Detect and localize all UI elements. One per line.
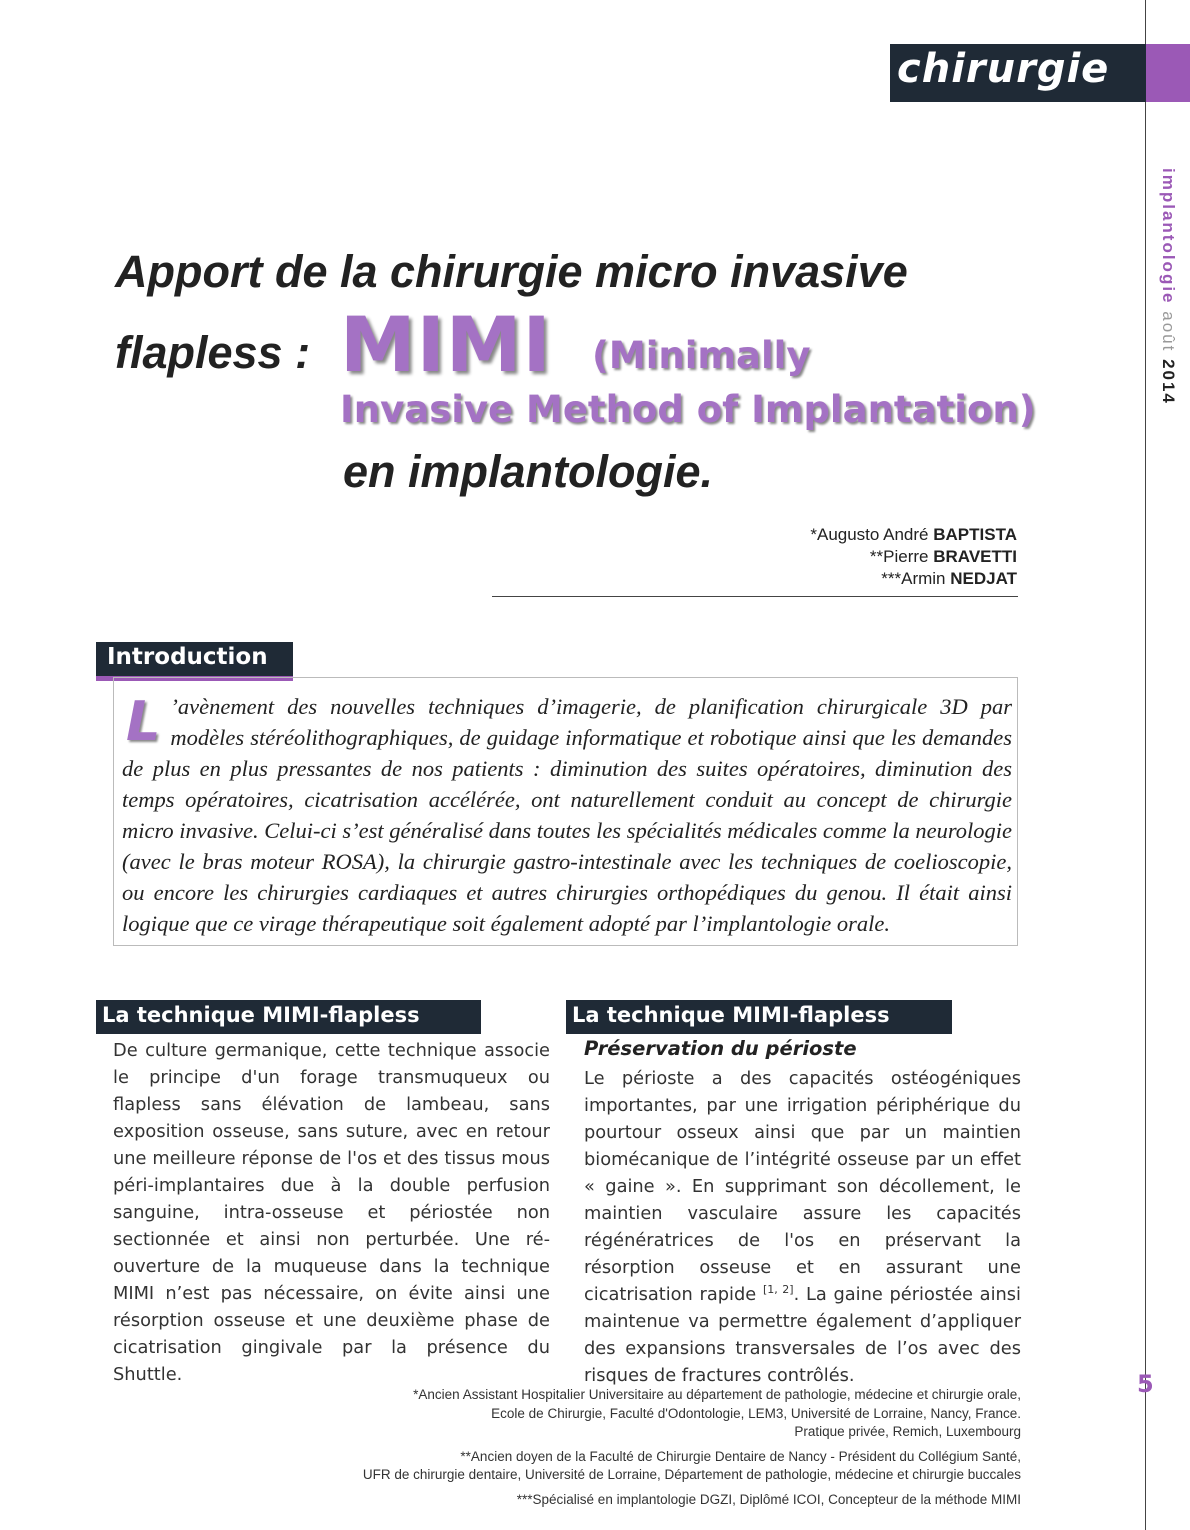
acronym-expansion-line1: (Minimally xyxy=(592,334,811,377)
footnote-line: **Ancien doyen de la Faculté de Chirurgie Dentaire de Nancy - Président du Collégium Santé, xyxy=(460,1448,1021,1464)
article-title-line4: en implantologie. xyxy=(343,446,714,497)
journal-side-banner xyxy=(1150,168,1180,405)
drop-cap: L xyxy=(126,690,161,753)
issue-year: 2014 xyxy=(1159,359,1178,405)
right-column-text: Le périoste a des capacités ostéogéniques importantes, par une irrigation périphérique du pourtour osseux ainsi que par un maintien biomécanique de l’intégrité osseuse par un effet « gaine ». En supprimant son décollement, le maintien vasculaire assure les capacités régénératrices de l'os en préservant la résorption osseuse et en assurant une cicatrisation rapide [1, 2]. La gaine périostée ainsi maintenue va permettre également d’appliquer des expansions transversales de l’os avec des risques de fractures contrôlés. xyxy=(584,1068,1021,1386)
issue-month: août xyxy=(1159,311,1178,353)
article-title-flapless: flapless : xyxy=(115,327,311,378)
footnote-line: UFR de chirurgie dentaire, Université de Lorraine, Département de pathologie, médecine et chirurgie buccales xyxy=(362,1467,1021,1482)
section-label: chirurgie xyxy=(897,46,1110,92)
article-title-acronym: MIMI xyxy=(340,300,552,389)
page-number: 5 xyxy=(1137,1370,1154,1398)
author: ***Armin NEDJAT xyxy=(881,569,1017,588)
author: **Pierre BRAVETTI xyxy=(869,547,1017,566)
author-list xyxy=(600,524,1017,590)
right-column-subheading: Préservation du périoste xyxy=(584,1037,857,1060)
footnote-line: Pratique privée, Remich, Luxembourg xyxy=(794,1424,1021,1439)
footnote-line: Ecole de Chirurgie, Faculté d'Odontologie, LEM3, Université de Lorraine, Nancy, France. xyxy=(491,1405,1021,1421)
author: *Augusto André BAPTISTA xyxy=(810,525,1017,544)
section-heading-left: La technique MIMI-flapless xyxy=(96,1000,481,1034)
section-header-accent xyxy=(1146,44,1190,102)
footnote-line: ***Spécialisé en implantologie DGZI, Diplômé ICOI, Concepteur de la méthode MIMI xyxy=(516,1491,1021,1507)
introduction-text xyxy=(122,691,1012,939)
authors-divider xyxy=(492,596,1018,597)
article-title-line1: Apport de la chirurgie micro invasive xyxy=(115,246,908,297)
footnotes xyxy=(300,1386,1021,1509)
journal-name: implantologie xyxy=(1159,168,1178,305)
left-column-text: De culture germanique, cette technique associe le principe d'un forage transmuqueux ou flapless sans élévation de lambeau, sans exposition osseuse, sans suture, avec en retour une meilleure réponse de l'os et des tissus mous péri-implantaires due à la double perfusion sanguine, intra-osseuse et périostée non sectionnée et ainsi non perturbée. Une ré-ouverture de la muqueuse dans la technique MIMI n’est pas nécessaire, on évite ainsi une résorption osseuse et une deuxième phase de cicatrisation gingivale par la présence du Shuttle. xyxy=(113,1040,550,1385)
right-margin-rule xyxy=(1145,0,1146,1530)
footnote-line: *Ancien Assistant Hospitalier Universitaire au département de pathologie, médecine et chirurgie orale, xyxy=(413,1387,1021,1402)
section-heading-right: La technique MIMI-flapless xyxy=(566,1000,952,1034)
introduction-body: ’avènement des nouvelles techniques d’imagerie, de planification chirurgicale 3D par modèles stéréolithographiques, de guidage informatique et robotique ainsi que les demandes de plus en plus pressantes de nos patients : diminution des suites opératoires, diminution des temps opératoires, cicatrisation accélérée, ont naturellement conduit au concept de chirurgie micro invasive. Celui-ci s’est généralisé dans toutes les spécialités médicales comme la neurologie (avec le bras moteur ROSA), la chirurgie gastro-intestinale avec les techniques de coelioscopie, ou encore les chirurgies cardiaques et autres chirurgies orthopédiques du genou. Il était ainsi logique que ce virage thérapeutique soit également adopté par l’implantologie orale. xyxy=(122,694,1013,936)
citation-reference: [1, 2] xyxy=(762,1283,794,1297)
introduction-heading: Introduction xyxy=(96,642,293,681)
acronym-expansion-line2: Invasive Method of Implantation) xyxy=(340,388,1036,431)
